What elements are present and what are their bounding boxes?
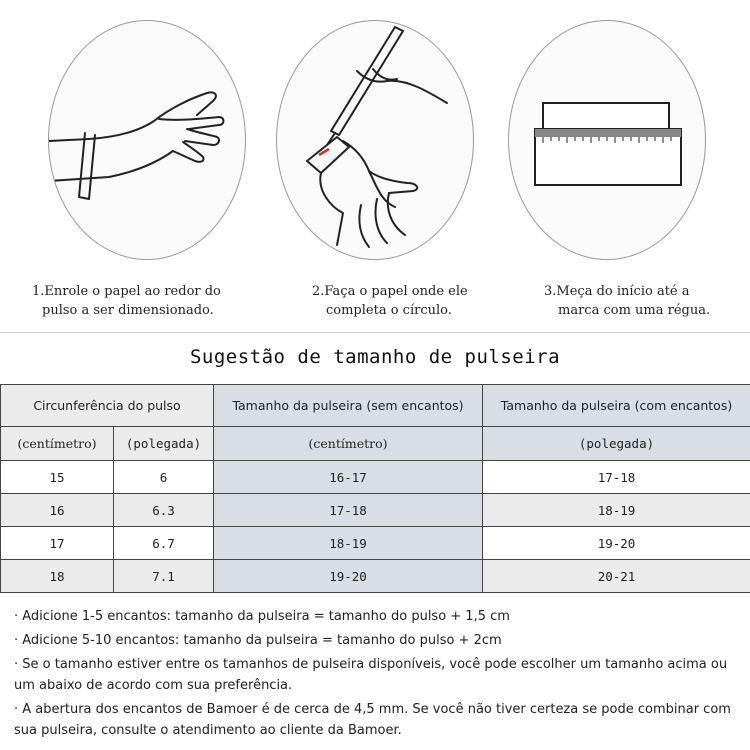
- step-2-line2: completa o círculo.: [326, 303, 452, 318]
- hand-wrap-paper-icon: [49, 21, 246, 260]
- cell-wrist-cm: 17: [1, 527, 114, 560]
- cell-wrist-cm: 18: [1, 560, 114, 593]
- note-item: · Adicione 1-5 encantos: tamanho da pulseira = tamanho do pulso + 1,5 cm: [14, 609, 510, 624]
- cell-with-charms: 18-19: [483, 494, 750, 527]
- size-guide-title: Sugestão de tamanho de pulseira: [189, 346, 561, 368]
- step-2-line1: 2.Faça o papel onde ele: [312, 284, 468, 299]
- table-row: [1, 494, 750, 527]
- unit-cell: (polegada): [114, 427, 214, 461]
- step-2-caption: [312, 282, 468, 320]
- ruler-measure-icon: [509, 21, 706, 260]
- step-3-caption: [544, 282, 710, 320]
- cell-wrist-in: 6.7: [114, 527, 214, 560]
- step-1-line2: pulso a ser dimensionado.: [42, 303, 214, 318]
- step-3-line2: marca com uma régua.: [558, 303, 711, 318]
- table-row: [1, 461, 750, 494]
- step-3-line1: 3.Meça do início até a: [544, 284, 690, 299]
- table-row: [1, 527, 750, 560]
- note-item: · Se o tamanho estiver entre os tamanhos de pulseira disponíveis, você pode escolher um tamanho acima ou um abaixo de acordo com sua preferência.: [14, 657, 728, 693]
- cell-no-charms: 17-18: [214, 494, 483, 527]
- cell-no-charms: 19-20: [214, 560, 483, 593]
- instruction-steps: [0, 0, 750, 332]
- step-2-illustration: [276, 20, 474, 260]
- table-units-row: [1, 427, 750, 461]
- cell-with-charms: 20-21: [483, 560, 750, 593]
- size-table: [0, 384, 750, 593]
- cell-with-charms: 19-20: [483, 527, 750, 560]
- step-1-caption: [32, 282, 221, 320]
- note-item: · A abertura dos encantos de Bamoer é de cerca de 4,5 mm. Se você não tiver certeza se pode combinar com sua pulseira, consulte o atendimento ao cliente da Bamoer.: [14, 702, 731, 738]
- cell-no-charms: 16-17: [214, 461, 483, 494]
- table-row: [1, 560, 750, 593]
- unit-cell: (centímetro): [214, 427, 483, 461]
- cell-wrist-in: 6.3: [114, 494, 214, 527]
- cell-with-charms: 17-18: [483, 461, 750, 494]
- unit-cell: (polegada): [483, 427, 750, 461]
- header-no-charms: Tamanho da pulseira (sem encantos): [214, 385, 483, 427]
- step-3-illustration: [508, 20, 706, 260]
- table-header-row: [1, 385, 750, 427]
- header-with-charms: Tamanho da pulseira (com encantos): [483, 385, 750, 427]
- size-notes: [14, 606, 742, 744]
- unit-cell: (centímetro): [1, 427, 114, 461]
- cell-wrist-cm: 15: [1, 461, 114, 494]
- section-divider: [0, 332, 750, 333]
- cell-wrist-cm: 16: [1, 494, 114, 527]
- cell-wrist-in: 7.1: [114, 560, 214, 593]
- note-item: · Adicione 5-10 encantos: tamanho da pulseira = tamanho do pulso + 2cm: [14, 633, 502, 648]
- cell-wrist-in: 6: [114, 461, 214, 494]
- step-1-illustration: [48, 20, 246, 260]
- header-wrist: Circunferência do pulso: [1, 385, 214, 427]
- cell-no-charms: 18-19: [214, 527, 483, 560]
- step-1-line1: 1.Enrole o papel ao redor do: [32, 284, 221, 299]
- hand-mark-paper-icon: [277, 21, 474, 260]
